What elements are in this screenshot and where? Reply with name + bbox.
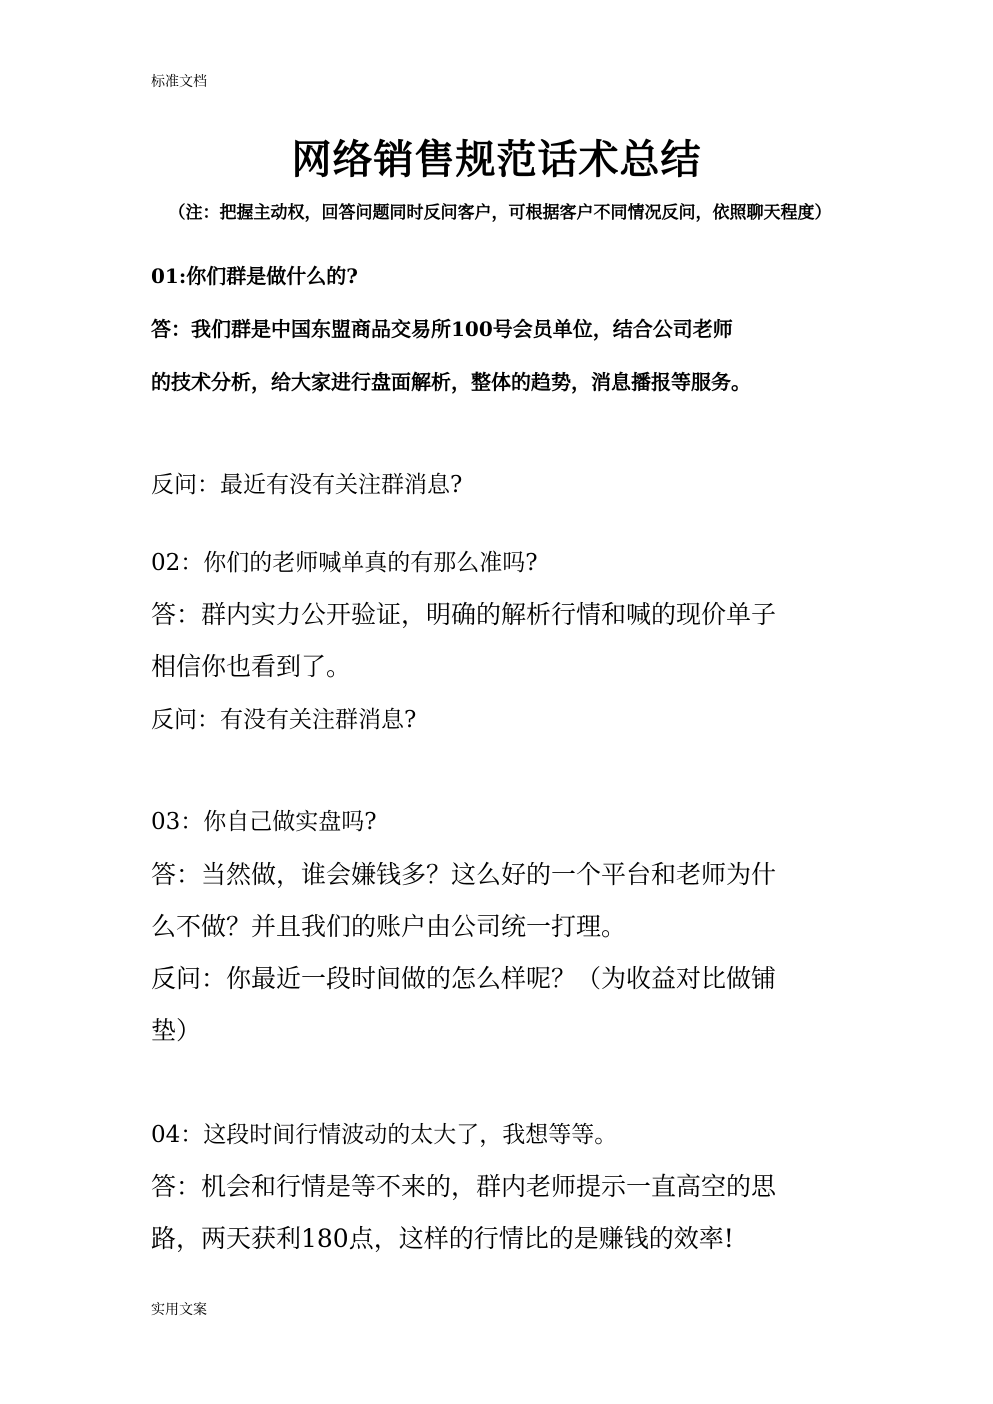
answer-01-line-2: 的技术分析，给大家进行盘面解析，整体的趋势，消息播报等服务。: [151, 370, 751, 394]
answer-03-line-2: 么不做？并且我们的账户由公司统一打理。: [151, 912, 627, 941]
counter-question-01: 反问：最近有没有关注群消息?: [151, 472, 463, 498]
document-note: （注：把握主动权，回答问题同时反问客户，可根据客户不同情况反问，依照聊天程度）: [168, 203, 832, 223]
question-03: 03：你自己做实盘吗?: [151, 809, 377, 835]
answer-02-line-1: 答：群内实力公开验证，明确的解析行情和喊的现价单子: [151, 600, 777, 629]
counter-question-03-line-1: 反问：你最近一段时间做的怎么样呢？（为收益对比做铺: [151, 964, 777, 993]
document-title: 网络销售规范话术总结: [291, 136, 702, 183]
question-02: 02：你们的老师喊单真的有那么准吗?: [151, 550, 538, 576]
question-04: 04：这段时间行情波动的太大了，我想等等。: [151, 1122, 618, 1148]
answer-01-line-1: 答：我们群是中国东盟商品交易所100号会员单位，结合公司老师: [151, 317, 733, 341]
counter-question-02: 反问：有没有关注群消息?: [151, 707, 417, 733]
page-header: 标准文档: [151, 74, 207, 90]
counter-question-03-line-2: 垫）: [151, 1016, 202, 1045]
answer-02-line-2: 相信你也看到了。: [151, 652, 352, 681]
answer-03-line-1: 答：当然做，谁会嫌钱多？这么好的一个平台和老师为什: [151, 860, 777, 889]
page-footer: 实用文案: [151, 1302, 207, 1318]
answer-04-line-1: 答：机会和行情是等不来的，群内老师提示一直高空的思: [151, 1172, 777, 1201]
answer-04-line-2: 路，两天获利180点，这样的行情比的是赚钱的效率!: [151, 1224, 734, 1253]
question-01: 01:你们群是做什么的?: [151, 264, 358, 288]
